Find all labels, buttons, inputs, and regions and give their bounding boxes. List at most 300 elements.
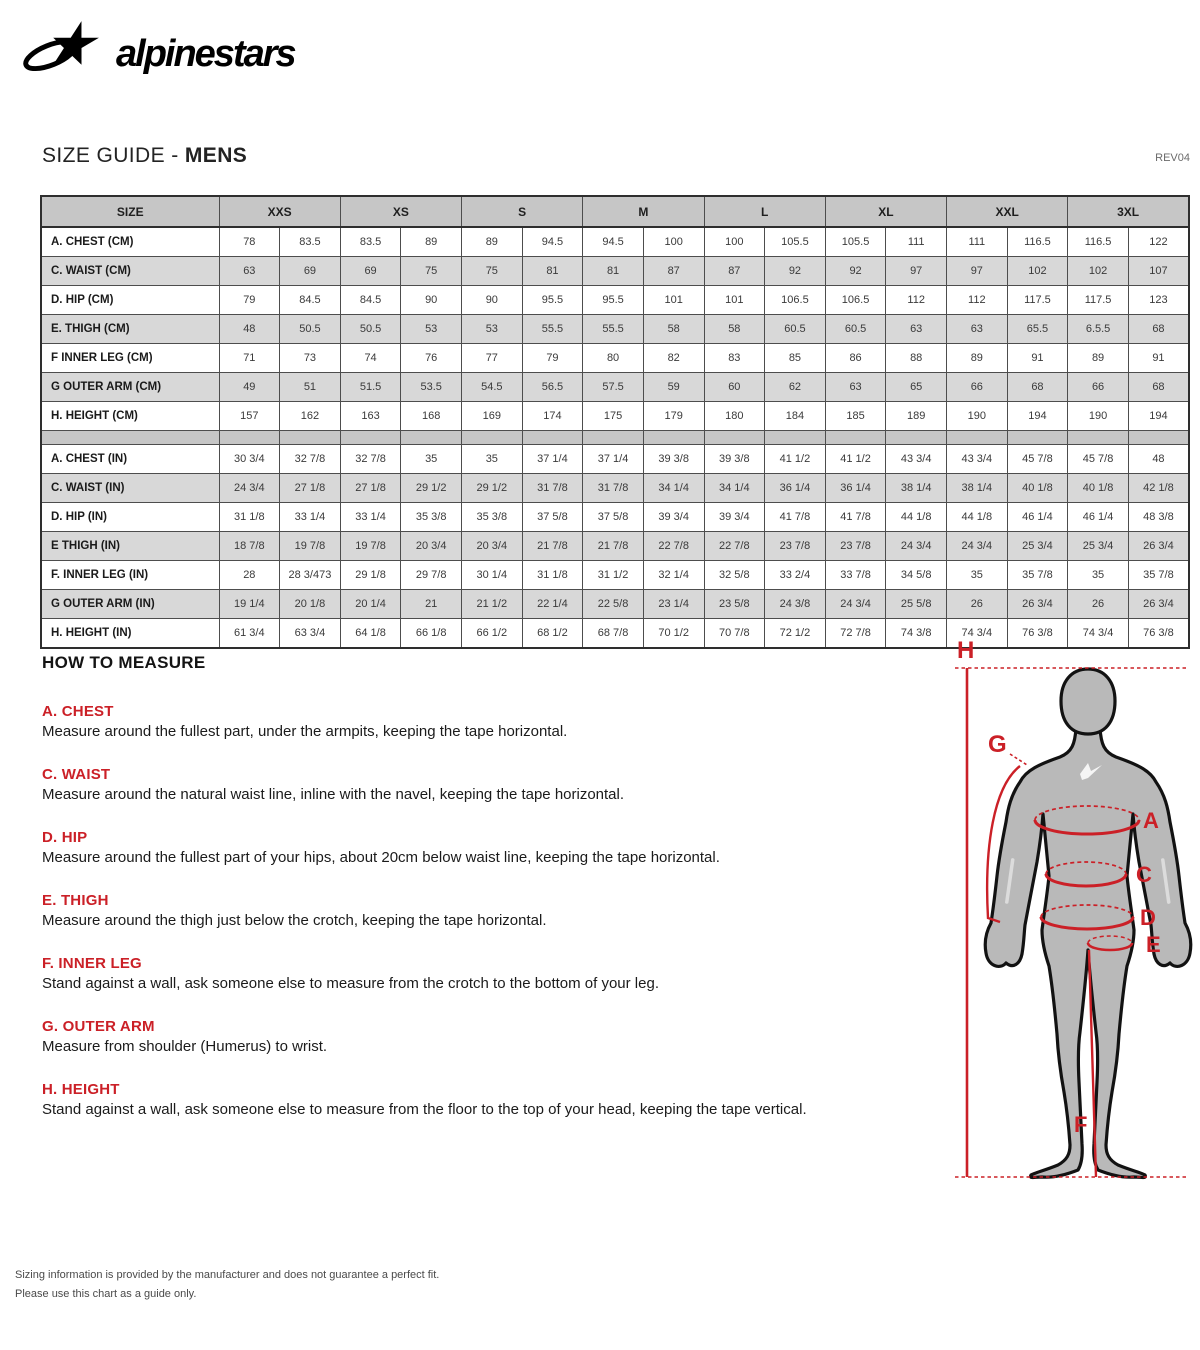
size-value-cell: 35 [401, 445, 462, 474]
measure-item-heading: G. OUTER ARM [42, 1018, 155, 1035]
size-value-cell: 22 1/4 [522, 590, 583, 619]
size-value-cell: 63 [947, 315, 1008, 344]
size-value-cell: 34 1/4 [643, 474, 704, 503]
size-header-xxl: XXL [947, 196, 1068, 227]
size-value-cell: 65.5 [1007, 315, 1068, 344]
size-value-cell: 79 [219, 286, 280, 315]
size-value-cell: 35 3/8 [401, 503, 462, 532]
table-row [41, 561, 1189, 590]
size-value-cell: 55.5 [583, 315, 644, 344]
size-value-cell: 190 [947, 402, 1008, 431]
size-value-cell: 24 3/4 [825, 590, 886, 619]
size-value-cell: 50.5 [280, 315, 341, 344]
measure-item [42, 955, 942, 992]
size-value-cell: 35 3/8 [462, 503, 523, 532]
size-value-cell: 71 [219, 344, 280, 373]
table-row [41, 532, 1189, 561]
size-value-cell: 38 1/4 [886, 474, 947, 503]
size-value-cell: 31 1/8 [522, 561, 583, 590]
size-value-cell: 39 3/8 [643, 445, 704, 474]
size-value-cell: 74 3/4 [947, 619, 1008, 649]
measure-item-text: Measure around the fullest part, under the armpits, keeping the tape horizontal. [42, 723, 568, 740]
size-value-cell: 75 [401, 257, 462, 286]
size-value-cell: 70 7/8 [704, 619, 765, 649]
measure-item-heading: C. WAIST [42, 766, 111, 783]
row-label: F. INNER LEG (IN) [41, 561, 219, 590]
size-value-cell: 30 1/4 [462, 561, 523, 590]
size-value-cell: 123 [1128, 286, 1189, 315]
separator-cell [219, 431, 280, 445]
separator-cell [643, 431, 704, 445]
size-value-cell: 63 3/4 [280, 619, 341, 649]
row-label: G OUTER ARM (CM) [41, 373, 219, 402]
size-value-cell: 102 [1007, 257, 1068, 286]
table-row [41, 227, 1189, 257]
size-value-cell: 48 [1128, 445, 1189, 474]
table-row [41, 590, 1189, 619]
row-label: G OUTER ARM (IN) [41, 590, 219, 619]
size-value-cell: 46 1/4 [1007, 503, 1068, 532]
table-row [41, 445, 1189, 474]
size-value-cell: 169 [462, 402, 523, 431]
size-value-cell: 101 [704, 286, 765, 315]
measure-item-heading: H. HEIGHT [42, 1081, 120, 1098]
size-value-cell: 28 [219, 561, 280, 590]
size-value-cell: 63 [825, 373, 886, 402]
row-label: F INNER LEG (CM) [41, 344, 219, 373]
size-value-cell: 55.5 [522, 315, 583, 344]
size-value-cell: 28 3/473 [280, 561, 341, 590]
size-value-cell: 31 7/8 [522, 474, 583, 503]
size-value-cell: 184 [765, 402, 826, 431]
size-value-cell: 22 7/8 [704, 532, 765, 561]
size-value-cell: 25 3/4 [1068, 532, 1129, 561]
size-value-cell: 31 1/2 [583, 561, 644, 590]
size-value-cell: 20 3/4 [401, 532, 462, 561]
size-value-cell: 65 [886, 373, 947, 402]
measure-item-text: Stand against a wall, ask someone else to measure from the crotch to the bottom of your leg. [42, 975, 659, 992]
size-value-cell: 100 [704, 227, 765, 257]
size-value-cell: 26 3/4 [1128, 590, 1189, 619]
size-value-cell: 68 7/8 [583, 619, 644, 649]
footer-line-1: Sizing information is provided by the manufacturer and does not guarantee a perfect fit. [15, 1269, 440, 1281]
separator-cell [340, 431, 401, 445]
size-value-cell: 94.5 [522, 227, 583, 257]
size-value-cell: 72 7/8 [825, 619, 886, 649]
size-value-cell: 73 [280, 344, 341, 373]
size-value-cell: 60.5 [825, 315, 886, 344]
size-value-cell: 40 1/8 [1007, 474, 1068, 503]
size-value-cell: 35 [1068, 561, 1129, 590]
separator-cell [41, 431, 219, 445]
size-value-cell: 31 1/8 [219, 503, 280, 532]
size-value-cell: 59 [643, 373, 704, 402]
size-value-cell: 180 [704, 402, 765, 431]
size-header-s: S [462, 196, 583, 227]
measure-item [42, 1081, 942, 1118]
size-value-cell: 63 [219, 257, 280, 286]
size-value-cell: 29 7/8 [401, 561, 462, 590]
size-value-cell: 23 1/4 [643, 590, 704, 619]
size-value-cell: 89 [947, 344, 1008, 373]
table-row [41, 503, 1189, 532]
size-value-cell: 37 5/8 [583, 503, 644, 532]
size-value-cell: 87 [704, 257, 765, 286]
size-value-cell: 175 [583, 402, 644, 431]
row-label: D. HIP (CM) [41, 286, 219, 315]
size-value-cell: 41 1/2 [825, 445, 886, 474]
size-value-cell: 105.5 [825, 227, 886, 257]
size-value-cell: 80 [583, 344, 644, 373]
size-value-cell: 36 1/4 [765, 474, 826, 503]
size-value-cell: 35 [462, 445, 523, 474]
measure-item [42, 1018, 942, 1055]
size-value-cell: 39 3/4 [643, 503, 704, 532]
size-value-cell: 92 [765, 257, 826, 286]
waist-label: C [1136, 862, 1152, 887]
alpinestars-star-icon [22, 8, 114, 86]
thigh-label: E [1146, 932, 1161, 957]
size-header-m: M [583, 196, 704, 227]
size-value-cell: 23 5/8 [704, 590, 765, 619]
measure-item [42, 766, 942, 803]
size-value-cell: 56.5 [522, 373, 583, 402]
size-value-cell: 84.5 [340, 286, 401, 315]
size-header-xxs: XXS [219, 196, 340, 227]
body-measurement-diagram [930, 630, 1200, 1250]
row-label: A. CHEST (IN) [41, 445, 219, 474]
size-value-cell: 48 3/8 [1128, 503, 1189, 532]
size-value-cell: 68 [1128, 373, 1189, 402]
size-value-cell: 85 [765, 344, 826, 373]
size-value-cell: 18 7/8 [219, 532, 280, 561]
size-value-cell: 29 1/2 [462, 474, 523, 503]
size-value-cell: 91 [1128, 344, 1189, 373]
size-value-cell: 106.5 [765, 286, 826, 315]
size-value-cell: 97 [886, 257, 947, 286]
size-value-cell: 23 7/8 [765, 532, 826, 561]
separator-cell [1068, 431, 1129, 445]
size-value-cell: 95.5 [522, 286, 583, 315]
measure-item-text: Stand against a wall, ask someone else to measure from the floor to the top of your head, keeping the tape vertical. [42, 1101, 807, 1118]
size-value-cell: 35 [947, 561, 1008, 590]
size-value-cell: 41 1/2 [765, 445, 826, 474]
size-value-cell: 24 3/4 [886, 532, 947, 561]
size-value-cell: 190 [1068, 402, 1129, 431]
size-value-cell: 43 3/4 [947, 445, 1008, 474]
size-value-cell: 40 1/8 [1068, 474, 1129, 503]
separator-cell [1007, 431, 1068, 445]
size-value-cell: 66 1/2 [462, 619, 523, 649]
row-label: A. CHEST (CM) [41, 227, 219, 257]
size-value-cell: 45 7/8 [1068, 445, 1129, 474]
size-value-cell: 22 5/8 [583, 590, 644, 619]
size-value-cell: 66 [947, 373, 1008, 402]
measure-item-heading: E. THIGH [42, 892, 109, 909]
size-value-cell: 20 3/4 [462, 532, 523, 561]
row-label: C. WAIST (IN) [41, 474, 219, 503]
size-value-cell: 116.5 [1068, 227, 1129, 257]
size-value-cell: 68 [1128, 315, 1189, 344]
size-value-cell: 79 [522, 344, 583, 373]
measure-item [42, 829, 942, 866]
size-value-cell: 33 2/4 [765, 561, 826, 590]
footer-disclaimer [15, 1266, 439, 1303]
row-label: E THIGH (IN) [41, 532, 219, 561]
size-value-cell: 19 1/4 [219, 590, 280, 619]
size-value-cell: 26 3/4 [1128, 532, 1189, 561]
outer-arm-leader-dashed [1010, 754, 1027, 765]
size-value-cell: 97 [947, 257, 1008, 286]
size-value-cell: 69 [340, 257, 401, 286]
size-value-cell: 39 3/4 [704, 503, 765, 532]
size-value-cell: 66 1/8 [401, 619, 462, 649]
size-value-cell: 101 [643, 286, 704, 315]
size-value-cell: 189 [886, 402, 947, 431]
size-value-cell: 57.5 [583, 373, 644, 402]
size-value-cell: 107 [1128, 257, 1189, 286]
size-value-cell: 44 1/8 [947, 503, 1008, 532]
size-value-cell: 21 [401, 590, 462, 619]
size-value-cell: 194 [1128, 402, 1189, 431]
size-value-cell: 89 [1068, 344, 1129, 373]
size-value-cell: 33 7/8 [825, 561, 886, 590]
separator-cell [704, 431, 765, 445]
head-shape [1061, 669, 1115, 734]
size-value-cell: 54.5 [462, 373, 523, 402]
size-value-cell: 88 [886, 344, 947, 373]
size-value-cell: 83.5 [340, 227, 401, 257]
size-value-cell: 91 [1007, 344, 1068, 373]
size-value-cell: 78 [219, 227, 280, 257]
size-value-cell: 163 [340, 402, 401, 431]
how-to-measure-section [42, 653, 942, 1144]
size-value-cell: 83.5 [280, 227, 341, 257]
size-value-cell: 105.5 [765, 227, 826, 257]
page-title-gender: MENS [184, 144, 248, 167]
size-value-cell: 82 [643, 344, 704, 373]
size-value-cell: 76 [401, 344, 462, 373]
separator-row [41, 431, 1189, 445]
size-value-cell: 44 1/8 [886, 503, 947, 532]
size-value-cell: 37 5/8 [522, 503, 583, 532]
size-value-cell: 63 [886, 315, 947, 344]
size-value-cell: 179 [643, 402, 704, 431]
revision-label: REV04 [1155, 152, 1190, 164]
measure-item-text: Measure around the fullest part of your hips, about 20cm below waist line, keeping the tape horizontal. [42, 849, 720, 866]
size-value-cell: 174 [522, 402, 583, 431]
inner-leg-label: F [1074, 1112, 1088, 1137]
size-value-cell: 32 7/8 [340, 445, 401, 474]
separator-cell [583, 431, 644, 445]
size-value-cell: 77 [462, 344, 523, 373]
size-value-cell: 21 7/8 [522, 532, 583, 561]
size-value-cell: 106.5 [825, 286, 886, 315]
how-to-measure-title: HOW TO MEASURE [42, 653, 206, 672]
row-label: H. HEIGHT (IN) [41, 619, 219, 649]
size-value-cell: 25 3/4 [1007, 532, 1068, 561]
table-row [41, 257, 1189, 286]
size-value-cell: 24 3/8 [765, 590, 826, 619]
size-value-cell: 20 1/8 [280, 590, 341, 619]
size-value-cell: 68 [1007, 373, 1068, 402]
size-value-cell: 81 [583, 257, 644, 286]
table-row [41, 373, 1189, 402]
size-value-cell: 74 [340, 344, 401, 373]
size-value-cell: 29 1/2 [401, 474, 462, 503]
size-header-3xl: 3XL [1068, 196, 1189, 227]
size-value-cell: 81 [522, 257, 583, 286]
size-value-cell: 36 1/4 [825, 474, 886, 503]
size-header-xl: XL [825, 196, 946, 227]
size-value-cell: 31 7/8 [583, 474, 644, 503]
size-value-cell: 24 3/4 [219, 474, 280, 503]
size-value-cell: 50.5 [340, 315, 401, 344]
size-header-xs: XS [340, 196, 461, 227]
separator-cell [280, 431, 341, 445]
size-value-cell: 72 1/2 [765, 619, 826, 649]
separator-cell [1128, 431, 1189, 445]
size-value-cell: 25 5/8 [886, 590, 947, 619]
brand-logo-text: alpinestars [116, 33, 295, 75]
size-value-cell: 70 1/2 [643, 619, 704, 649]
separator-cell [462, 431, 523, 445]
page-title-prefix: SIZE GUIDE - [42, 144, 185, 167]
size-value-cell: 61 3/4 [219, 619, 280, 649]
size-value-cell: 60 [704, 373, 765, 402]
height-label: H [957, 637, 975, 664]
size-header-l: L [704, 196, 825, 227]
measure-item-text: Measure from shoulder (Humerus) to wrist. [42, 1038, 328, 1055]
size-value-cell: 116.5 [1007, 227, 1068, 257]
size-value-cell: 87 [643, 257, 704, 286]
size-value-cell: 51.5 [340, 373, 401, 402]
size-value-cell: 58 [643, 315, 704, 344]
size-value-cell: 21 7/8 [583, 532, 644, 561]
size-value-cell: 53.5 [401, 373, 462, 402]
brand-header [22, 8, 295, 86]
size-corner-header: SIZE [41, 196, 219, 227]
how-to-measure-list [42, 703, 942, 1118]
separator-cell [886, 431, 947, 445]
size-value-cell: 75 [462, 257, 523, 286]
size-value-cell: 74 3/4 [1068, 619, 1129, 649]
size-value-cell: 19 7/8 [280, 532, 341, 561]
measure-item-heading: F. INNER LEG [42, 955, 142, 972]
size-value-cell: 35 7/8 [1128, 561, 1189, 590]
footer-line-2: Please use this chart as a guide only. [15, 1287, 197, 1300]
size-value-cell: 26 3/4 [1007, 590, 1068, 619]
size-value-cell: 117.5 [1068, 286, 1129, 315]
measure-item [42, 892, 942, 929]
measure-item-text: Measure around the thigh just below the crotch, keeping the tape horizontal. [42, 912, 547, 929]
size-value-cell: 94.5 [583, 227, 644, 257]
size-value-cell: 68 1/2 [522, 619, 583, 649]
size-value-cell: 6.5.5 [1068, 315, 1129, 344]
size-value-cell: 83 [704, 344, 765, 373]
size-value-cell: 76 3/8 [1007, 619, 1068, 649]
size-value-cell: 42 1/8 [1128, 474, 1189, 503]
size-value-cell: 122 [1128, 227, 1189, 257]
size-value-cell: 27 1/8 [280, 474, 341, 503]
size-value-cell: 35 7/8 [1007, 561, 1068, 590]
table-row [41, 315, 1189, 344]
size-value-cell: 76 3/8 [1128, 619, 1189, 649]
size-value-cell: 30 3/4 [219, 445, 280, 474]
size-value-cell: 62 [765, 373, 826, 402]
size-value-cell: 41 7/8 [765, 503, 826, 532]
size-value-cell: 74 3/8 [886, 619, 947, 649]
size-value-cell: 89 [401, 227, 462, 257]
size-table-header-row [41, 196, 1189, 227]
table-row [41, 474, 1189, 503]
size-value-cell: 112 [947, 286, 1008, 315]
size-value-cell: 53 [462, 315, 523, 344]
size-value-cell: 95.5 [583, 286, 644, 315]
row-label: H. HEIGHT (CM) [41, 402, 219, 431]
size-value-cell: 22 7/8 [643, 532, 704, 561]
table-row [41, 344, 1189, 373]
separator-cell [947, 431, 1008, 445]
size-value-cell: 37 1/4 [583, 445, 644, 474]
size-value-cell: 32 1/4 [643, 561, 704, 590]
size-value-cell: 33 1/4 [340, 503, 401, 532]
row-label: E. THIGH (CM) [41, 315, 219, 344]
page-title [42, 144, 247, 168]
table-row [41, 402, 1189, 431]
size-value-cell: 92 [825, 257, 886, 286]
size-value-cell: 39 3/8 [704, 445, 765, 474]
size-value-cell: 111 [886, 227, 947, 257]
size-value-cell: 20 1/4 [340, 590, 401, 619]
size-value-cell: 89 [462, 227, 523, 257]
size-value-cell: 23 7/8 [825, 532, 886, 561]
row-label: D. HIP (IN) [41, 503, 219, 532]
measure-item-heading: D. HIP [42, 829, 88, 846]
size-value-cell: 37 1/4 [522, 445, 583, 474]
table-row [41, 286, 1189, 315]
hip-label: D [1140, 905, 1156, 930]
size-value-cell: 38 1/4 [947, 474, 1008, 503]
size-value-cell: 194 [1007, 402, 1068, 431]
size-value-cell: 26 [947, 590, 1008, 619]
size-value-cell: 168 [401, 402, 462, 431]
size-value-cell: 162 [280, 402, 341, 431]
separator-cell [825, 431, 886, 445]
size-value-cell: 64 1/8 [340, 619, 401, 649]
separator-cell [765, 431, 826, 445]
chest-label: A [1143, 808, 1159, 833]
size-value-cell: 19 7/8 [340, 532, 401, 561]
size-value-cell: 60.5 [765, 315, 826, 344]
row-label: C. WAIST (CM) [41, 257, 219, 286]
size-table-body [41, 227, 1189, 648]
size-value-cell: 53 [401, 315, 462, 344]
size-table [40, 195, 1190, 649]
size-value-cell: 117.5 [1007, 286, 1068, 315]
size-value-cell: 32 5/8 [704, 561, 765, 590]
size-value-cell: 41 7/8 [825, 503, 886, 532]
size-value-cell: 111 [947, 227, 1008, 257]
separator-cell [401, 431, 462, 445]
size-value-cell: 58 [704, 315, 765, 344]
size-value-cell: 24 3/4 [947, 532, 1008, 561]
measure-item-text: Measure around the natural waist line, inline with the navel, keeping the tape horizontal. [42, 786, 625, 803]
size-value-cell: 157 [219, 402, 280, 431]
size-value-cell: 21 1/2 [462, 590, 523, 619]
size-value-cell: 112 [886, 286, 947, 315]
size-value-cell: 43 3/4 [886, 445, 947, 474]
